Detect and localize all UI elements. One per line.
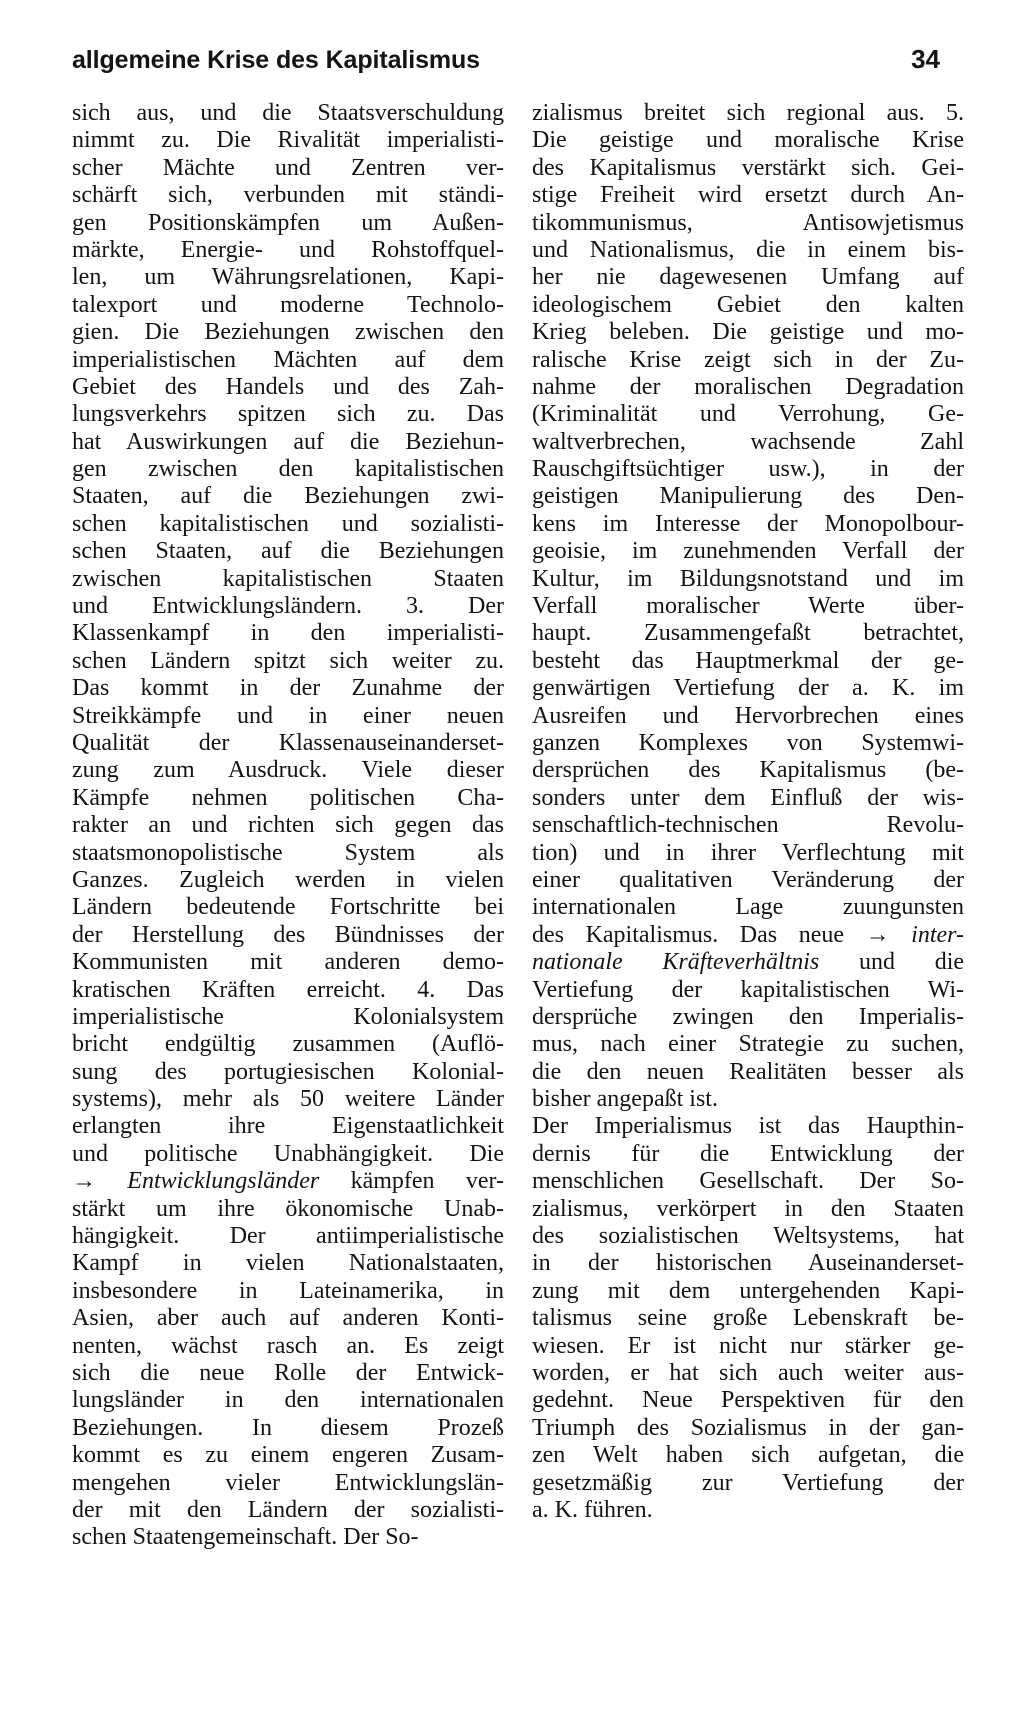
text-line: Qualität der Klassenauseinanderset-	[72, 729, 504, 756]
text-line	[72, 1168, 504, 1195]
text-line: talismus seine große Lebenskraft be-	[532, 1305, 964, 1332]
text-line: zwischen kapitalistischen Staaten	[72, 565, 504, 592]
text-line: lungsländer in den internationalen	[72, 1387, 504, 1414]
text-line: des sozialistischen Weltsystems, hat	[532, 1223, 964, 1250]
page-header	[72, 44, 940, 84]
text-line: mus, nach einer Strategie zu suchen,	[532, 1031, 964, 1058]
text-line: menschlichen Gesellschaft. Der So-	[532, 1168, 964, 1195]
left-text-column	[72, 100, 504, 1552]
text-line: stige Freiheit wird ersetzt durch An-	[532, 182, 964, 209]
text-line: der Herstellung des Bündnisses der	[72, 921, 504, 948]
text-line: Triumph des Sozialismus in der gan-	[532, 1414, 964, 1441]
text-line: Vertiefung der kapitalistischen Wi-	[532, 976, 964, 1003]
text-line: einer qualitativen Veränderung der	[532, 866, 964, 893]
text-line: imperialistische Kolonialsystem	[72, 1003, 504, 1030]
text-line: geoisie, im zunehmenden Verfall der	[532, 538, 964, 565]
text-line: insbesondere in Lateinamerika, in	[72, 1277, 504, 1304]
text-line: gen zwischen den kapitalistischen	[72, 456, 504, 483]
text-line: sung des portugiesischen Kolonial-	[72, 1058, 504, 1085]
text-line: kens im Interesse der Monopolbour-	[532, 510, 964, 537]
text-line: zen Welt haben sich aufgetan, die	[532, 1442, 964, 1469]
text-line: Kampf in vielen Nationalstaaten,	[72, 1250, 504, 1277]
text-line: Das kommt in der Zunahme der	[72, 675, 504, 702]
text-line: Asien, aber auch auf anderen Konti-	[72, 1305, 504, 1332]
text-line: kratischen Kräften erreicht. 4. Das	[72, 976, 504, 1003]
text-line: ralische Krise zeigt sich in der Zu-	[532, 346, 964, 373]
text-line: (Kriminalität und Verrohung, Ge-	[532, 401, 964, 428]
text-line: Kommunisten mit anderen demo-	[72, 949, 504, 976]
text-line: Ganzes. Zugleich werden in vielen	[72, 866, 504, 893]
text-line: Gebiet des Handels und des Zah-	[72, 373, 504, 400]
text-line: wiesen. Er ist nicht nur stärker ge-	[532, 1332, 964, 1359]
cross-reference-term: Entwicklungsländer	[127, 1168, 320, 1195]
text-line: hängigkeit. Der antiimperialistische	[72, 1223, 504, 1250]
text-line: und politische Unabhängigkeit. Die	[72, 1140, 504, 1167]
cross-reference-arrow-icon: →	[865, 921, 890, 948]
text-line: nenten, wächst rasch an. Es zeigt	[72, 1332, 504, 1359]
text-line: Ländern bedeutende Fortschritte bei	[72, 894, 504, 921]
text-line: len, um Währungsrelationen, Kapi-	[72, 264, 504, 291]
text-line: märkte, Energie- und Rohstoffquel-	[72, 236, 504, 263]
text-line: bricht endgültig zusammen (Auflö-	[72, 1031, 504, 1058]
text-line: schen Ländern spitzt sich weiter zu.	[72, 647, 504, 674]
text-line: internationalen Lage zuungunsten	[532, 894, 964, 921]
text-line: erlangten ihre Eigenstaatlichkeit	[72, 1113, 504, 1140]
text-line: nimmt zu. Die Rivalität imperialisti-	[72, 127, 504, 154]
text-line: Beziehungen. In diesem Prozeß	[72, 1414, 504, 1441]
text-line: Staaten, auf die Beziehungen zwi-	[72, 483, 504, 510]
text-line: zung zum Ausdruck. Viele dieser	[72, 757, 504, 784]
text-line: her nie dagewesenen Umfang auf	[532, 264, 964, 291]
text-line: a. K. führen.	[532, 1496, 653, 1523]
text-line: waltverbrechen, wachsende Zahl	[532, 428, 964, 455]
text-line: Verfall moralischer Werte über-	[532, 593, 964, 620]
cross-reference-arrow-icon: →	[72, 1168, 96, 1195]
text-line: Klassenkampf in den imperialisti-	[72, 620, 504, 647]
text-line: scher Mächte und Zentren ver-	[72, 154, 504, 181]
text-line: Ausreifen und Hervorbrechen eines	[532, 702, 964, 729]
text-line: Streikkämpfe und in einer neuen	[72, 702, 504, 729]
text-line: nahme der moralischen Degradation	[532, 373, 964, 400]
right-text-column	[532, 100, 964, 1524]
text-line: imperialistischen Mächten auf dem	[72, 346, 504, 373]
text-line: gen Positionskämpfen um Außen-	[72, 209, 504, 236]
text-line: Kämpfe nehmen politischen Cha-	[72, 784, 504, 811]
text-line: Kultur, im Bildungsnotstand und im	[532, 565, 964, 592]
text-line: des Kapitalismus verstärkt sich. Gei-	[532, 154, 964, 181]
text-line: zialismus, verkörpert in den Staaten	[532, 1195, 964, 1222]
text-line: geistigen Manipulierung des Den-	[532, 483, 964, 510]
text-line: besteht das Hauptmerkmal der ge-	[532, 647, 964, 674]
running-title: allgemeine Krise des Kapitalismus	[72, 46, 480, 74]
text-line: systems), mehr als 50 weitere Länder	[72, 1086, 504, 1113]
text-line: tikommunismus, Antisowjetismus	[532, 209, 964, 236]
text-fragment: des Kapitalismus. Das neue	[532, 921, 845, 948]
text-line: schärft sich, verbunden mit ständi-	[72, 182, 504, 209]
page-number: 34	[911, 44, 940, 74]
text-line: ganzen Komplexes von Systemwi-	[532, 729, 964, 756]
text-line: tion) und in ihrer Verflechtung mit	[532, 839, 964, 866]
text-line: Rauschgiftsüchtiger usw.), in der	[532, 456, 964, 483]
cross-reference-term: nationale Kräfteverhältnis	[532, 949, 820, 976]
text-line: hat Auswirkungen auf die Beziehun-	[72, 428, 504, 455]
text-line: dernis für die Entwicklung der	[532, 1140, 964, 1167]
text-line: staatsmonopolistische System als	[72, 839, 504, 866]
text-line: zialismus breitet sich regional aus. 5.	[532, 100, 964, 126]
text-line: zung mit dem untergehenden Kapi-	[532, 1277, 964, 1304]
text-line: schen Staaten, auf die Beziehungen	[72, 538, 504, 565]
text-line	[532, 949, 964, 976]
text-line: senschaftlich-technischen Revolu-	[532, 812, 964, 839]
text-line: haupt. Zusammengefaßt betrachtet,	[532, 620, 964, 647]
text-line: gedehnt. Neue Perspektiven für den	[532, 1387, 964, 1414]
text-line: die den neuen Realitäten besser als	[532, 1058, 964, 1085]
text-fragment: und die	[858, 949, 964, 976]
text-line: gesetzmäßig zur Vertiefung der	[532, 1469, 964, 1496]
text-line: sonders unter dem Einfluß der wis-	[532, 784, 964, 811]
text-line: in der historischen Auseinanderset-	[532, 1250, 964, 1277]
text-line: Der Imperialismus ist das Haupthin-	[532, 1113, 964, 1140]
text-line: sich aus, und die Staatsverschuldung	[72, 100, 504, 126]
text-line: der mit den Ländern der sozialisti-	[72, 1496, 504, 1523]
text-line: kommt es zu einem engeren Zusam-	[72, 1442, 504, 1469]
text-line: schen kapitalistischen und sozialisti-	[72, 510, 504, 537]
text-line: Die geistige und moralische Krise	[532, 127, 964, 154]
text-line: schen Staatengemeinschaft. Der So-	[72, 1524, 419, 1551]
text-line: mengehen vieler Entwicklungslän-	[72, 1469, 504, 1496]
text-line: und Nationalismus, die in einem bis-	[532, 236, 964, 263]
text-line: worden, er hat sich auch weiter aus-	[532, 1359, 964, 1386]
text-line	[532, 922, 964, 949]
cross-reference-term: inter-	[911, 921, 964, 948]
text-line: Krieg beleben. Die geistige und mo-	[532, 319, 964, 346]
text-line: lungsverkehrs spitzen sich zu. Das	[72, 401, 504, 428]
text-line: ideologischem Gebiet den kalten	[532, 291, 964, 318]
text-line: talexport und moderne Technolo-	[72, 291, 504, 318]
text-line: genwärtigen Vertiefung der a. K. im	[532, 675, 964, 702]
text-fragment: kämpfen ver-	[350, 1168, 504, 1195]
text-line: rakter an und richten sich gegen das	[72, 812, 504, 839]
text-line: sich die neue Rolle der Entwick-	[72, 1359, 504, 1386]
text-line: dersprüche zwingen den Imperialis-	[532, 1003, 964, 1030]
text-line: und Entwicklungsländern. 3. Der	[72, 593, 504, 620]
text-line: gien. Die Beziehungen zwischen den	[72, 319, 504, 346]
text-line: dersprüchen des Kapitalismus (be-	[532, 757, 964, 784]
text-line: stärkt um ihre ökonomische Unab-	[72, 1195, 504, 1222]
text-line: bisher angepaßt ist.	[532, 1086, 718, 1113]
